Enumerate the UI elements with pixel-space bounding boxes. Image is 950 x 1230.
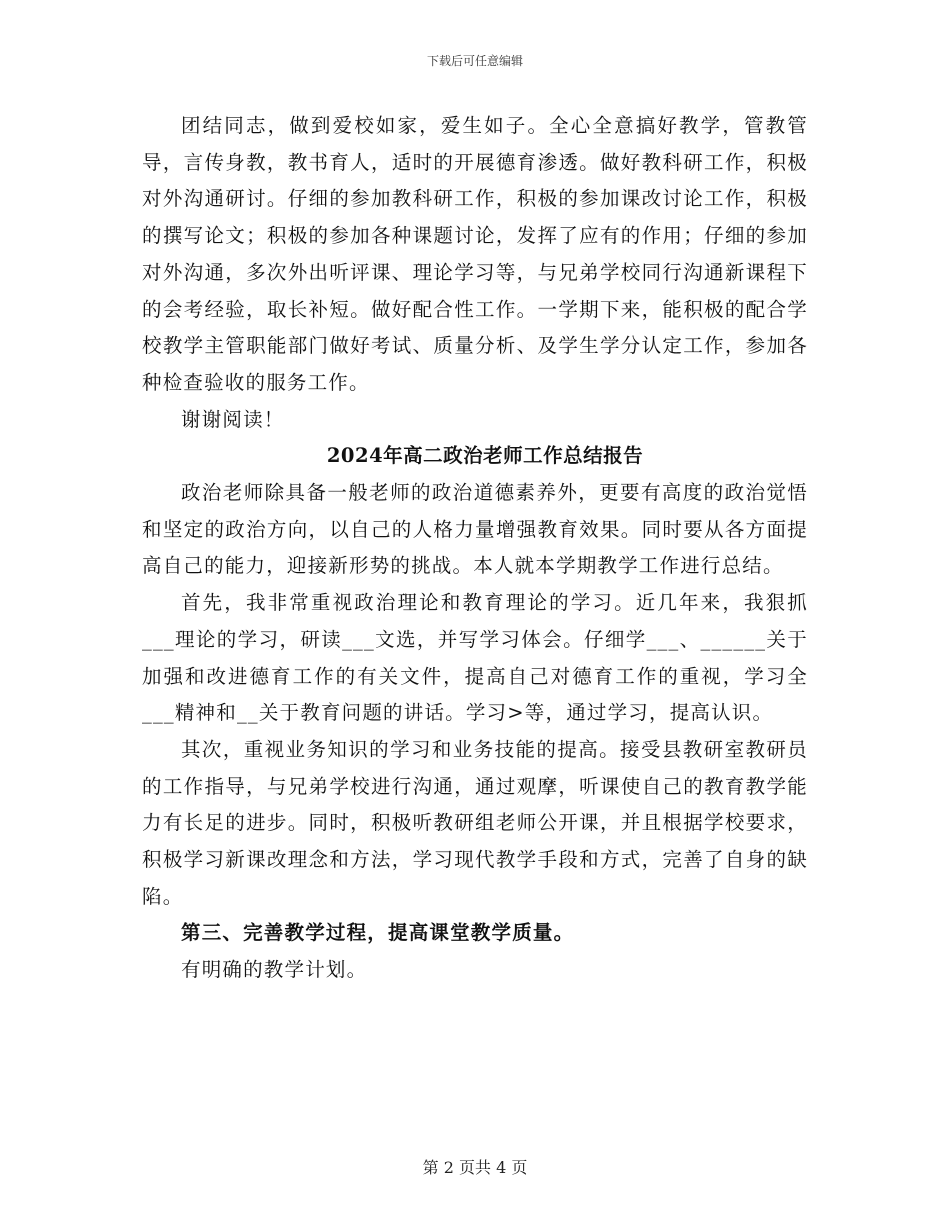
paragraph-intro: 政治老师除具备一般老师的政治道德素养外，更要有高度的政治觉悟和坚定的政治方向，以自己的人格力量增强教育效果。同时要从各方面提高自己的能力，迎接新形势的挑战。本人就本学期教学工作进行总结。: [142, 481, 808, 578]
paragraph-first: 首先，我非常重视政治理论和教育理论的学习。近几年来，我狠抓___理论的学习，研读___文选，并写学习体会。仔细学___、______关于加强和改进德育工作的有关文件，提高自己对德育工作的重视，学习全___精神和__关于教育问题的讲话。学习>等，通过学习，提高认识。: [142, 591, 808, 725]
paragraph-second: 其次，重视业务知识的学习和业务技能的提高。接受县教研室教研员的工作指导，与兄弟学校进行沟通，通过观摩，听课使自己的教育教学能力有长足的进步。同时，积极听教研组老师公开课，并且根据学校要求，积极学习新课改理念和方法，学习现代教学手段和方式，完善了自身的缺陷。: [142, 737, 808, 908]
page-number: 第 2 页共 4 页: [422, 1158, 528, 1177]
document-title: 2024年高二政治老师工作总结报告: [326, 444, 644, 468]
paragraph-thanks: 谢谢阅读！: [181, 407, 285, 431]
paragraph-1: 团结同志，做到爱校如家，爱生如子。全心全意搞好教学，管教管导，言传身教，教书育人，适时的开展德育渗透。做好教科研工作，积极对外沟通研讨。仔细的参加教科研工作，积极的参加课改讨论工作，积极的撰写论文；积极的参加各种课题讨论，发挥了应有的作用；仔细的参加对外沟通，多次外出听评课、理论学习等，与兄弟学校同行沟通新课程下的会考经验，取长补短。做好配合性工作。一学期下来，能积极的配合学校教学主管职能部门做好考试、质量分析、及学生学分认定工作，参加各种检查验收的服务工作。: [142, 114, 808, 394]
document-body: [142, 108, 808, 989]
paragraph-third-heading: 第三、完善教学过程，提高课堂教学质量。: [181, 921, 575, 945]
paragraph-plan: 有明确的教学计划。: [181, 958, 368, 982]
page-header-note: 下载后可任意编辑: [426, 54, 523, 68]
